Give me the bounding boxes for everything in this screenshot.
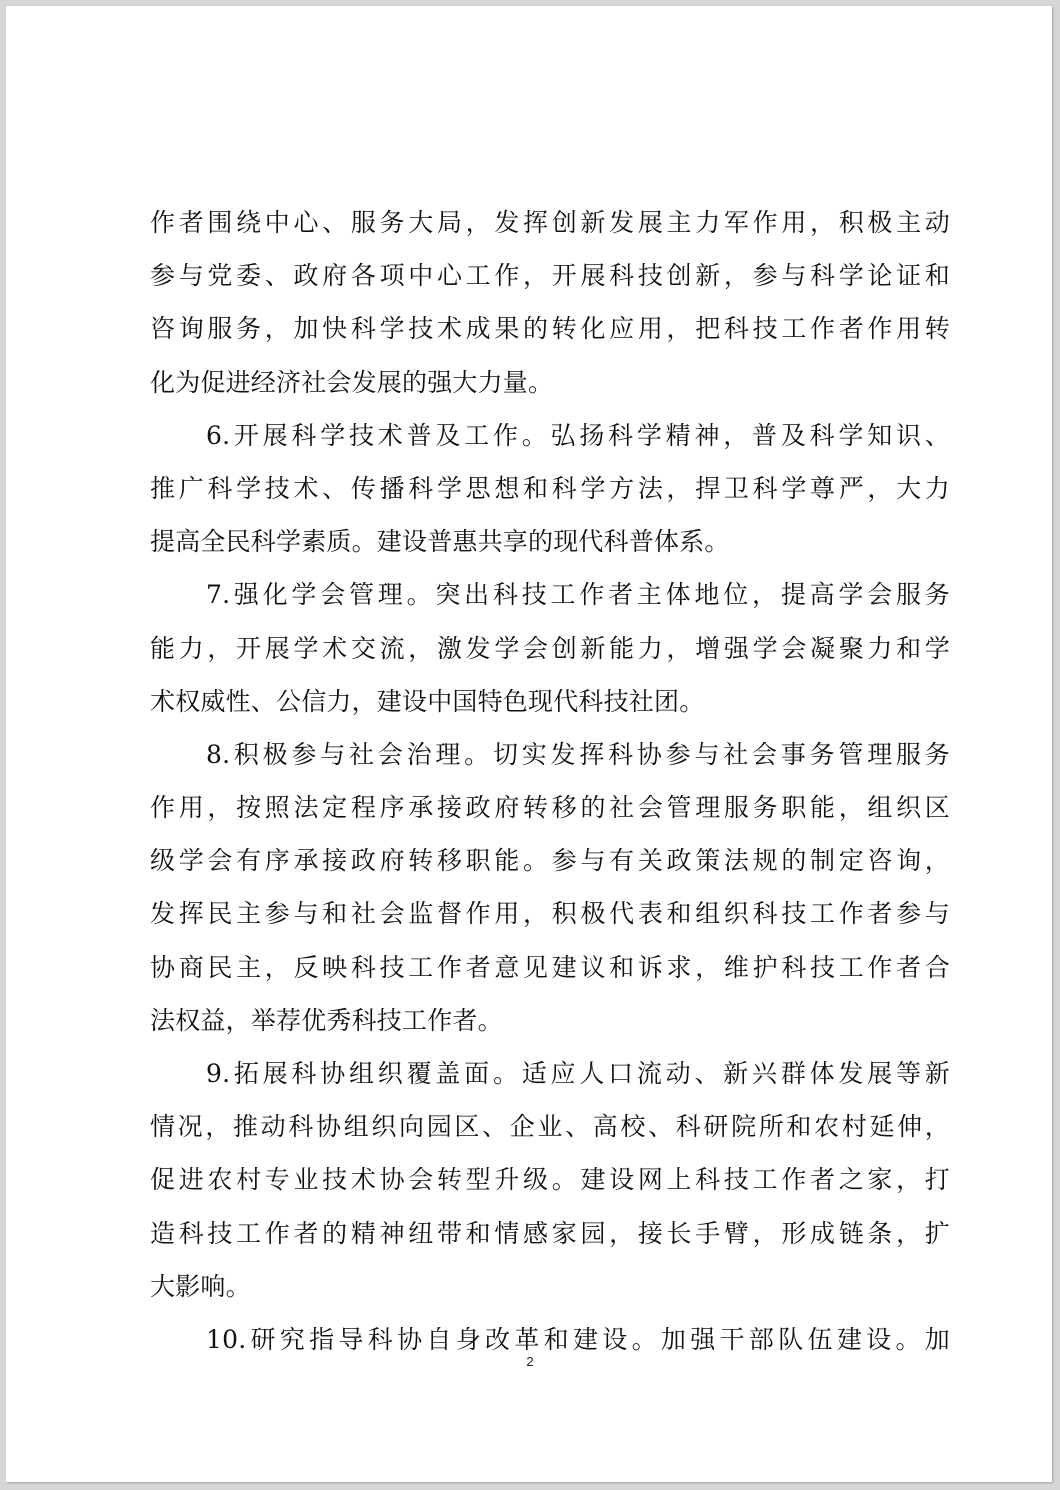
text-line: 8.积极参与社会治理。切实发挥科协参与社会事务管理服务 <box>206 739 950 769</box>
text-line: 作者围绕中心、服务大局，发挥创新发展主力军作用，积极主动 <box>150 208 950 237</box>
page-number: 2 <box>526 1354 534 1369</box>
document-body <box>150 196 950 1366</box>
text-line: 7.强化学会管理。突出科技工作者主体地位，提高学会服务 <box>206 580 950 610</box>
text-line: 促进农村专业技术协会转型升级。建设网上科技工作者之家，打 <box>150 1165 950 1195</box>
text-line: 作用，按照法定程序承接政府转移的社会管理服务职能，组织区 <box>150 793 950 823</box>
text-line: 协商民主，反映科技工作者意见建议和诉求，维护科技工作者合 <box>150 952 950 982</box>
text-line: 造科技工作者的精神纽带和情感家园，接长手臂，形成链条，扩 <box>150 1218 950 1248</box>
text-line: 咨询服务，加快科学技术成果的转化应用，把科技工作者作用转 <box>150 314 950 344</box>
text-line: 法权益，举荐优秀科技工作者。 <box>150 1005 503 1035</box>
text-line: 6.开展科学技术普及工作。弘扬科学精神，普及科学知识、 <box>206 420 950 450</box>
text-line: 参与党委、政府各项中心工作，开展科技创新，参与科学论证和 <box>150 261 950 291</box>
text-line: 提高全民科学素质。建设普惠共享的现代科普体系。 <box>150 527 730 557</box>
text-line: 能力，开展学术交流，激发学会创新能力，增强学会凝聚力和学 <box>150 633 950 663</box>
text-line: 术权威性、公信力，建设中国特色现代科技社团。 <box>150 686 705 716</box>
text-line: 发挥民主参与和社会监督作用，积极代表和组织科技工作者参与 <box>150 899 950 929</box>
text-line: 10.研究指导科协自身改革和建设。加强干部队伍建设。加 <box>206 1324 950 1354</box>
text-line: 大影响。 <box>150 1271 251 1301</box>
text-line: 推广科学技术、传播科学思想和科学方法，捍卫科学尊严，大力 <box>150 473 950 503</box>
text-line: 级学会有序承接政府转移职能。参与有关政策法规的制定咨询， <box>150 846 950 876</box>
text-line: 9.拓展科协组织覆盖面。适应人口流动、新兴群体发展等新 <box>206 1059 950 1088</box>
text-line: 化为促进经济社会发展的强大力量。 <box>150 367 554 397</box>
text-line: 情况，推动科协组织向园区、企业、高校、科研院所和农村延伸， <box>150 1112 950 1142</box>
